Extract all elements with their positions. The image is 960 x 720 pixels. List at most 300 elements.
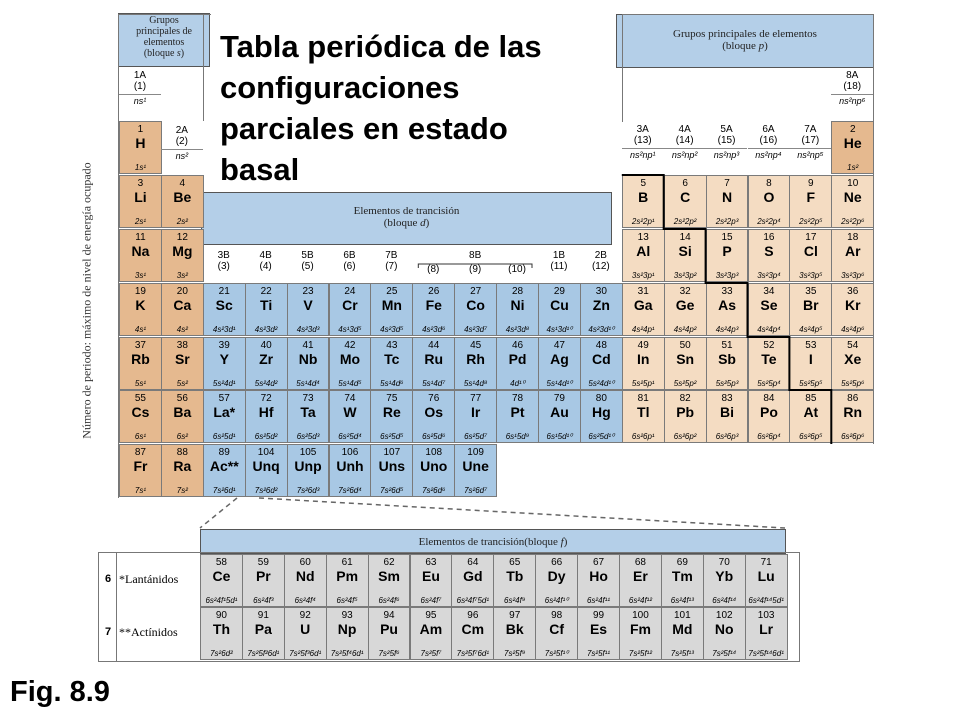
electron-config: 7s²5f⁷ (420, 649, 442, 658)
electron-config: 7s²6d² (210, 649, 233, 658)
electron-config: 6s²4f¹² (628, 596, 652, 605)
atomic-number: 102 (715, 610, 733, 621)
atomic-number: 20 (176, 286, 188, 297)
element-symbol: W (343, 404, 357, 420)
element-cell-Au (538, 390, 581, 443)
element-cell-Eu (410, 554, 453, 607)
group-header (664, 124, 706, 174)
element-symbol: F (806, 189, 816, 205)
element-symbol: Na (131, 243, 150, 259)
group-label: 8B (469, 250, 482, 261)
element-cell-Cu (538, 283, 581, 336)
group-config: ns²np⁶ (831, 94, 873, 107)
element-symbol: Th (212, 621, 230, 637)
electron-config: 7s²5f¹⁴ (712, 649, 737, 658)
element-cell-Ru (412, 337, 455, 390)
element-cell-Xe (831, 337, 874, 390)
group-number: (9) (469, 264, 482, 275)
atomic-number: 75 (386, 393, 398, 404)
element-symbol: O (763, 189, 775, 205)
element-cell-Fm (619, 607, 662, 660)
atomic-number: 109 (467, 447, 484, 458)
element-symbol: Uns (378, 458, 406, 474)
electron-config: 4s²4p³ (715, 325, 739, 334)
atomic-number: 11 (135, 232, 146, 243)
atomic-number: 55 (134, 393, 146, 404)
element-symbol: Os (424, 404, 444, 420)
element-symbol: Ne (843, 189, 862, 205)
element-cell-Une (454, 444, 497, 497)
element-symbol: B (638, 189, 649, 205)
element-cell-Ag (538, 337, 581, 390)
group-label: 5B (301, 250, 314, 261)
atomic-number: 88 (176, 447, 188, 458)
atomic-number: 89 (218, 447, 230, 458)
element-cell-C (664, 175, 707, 228)
electron-config: 7s²6d⁵ (380, 486, 404, 495)
element-cell-Mo (329, 337, 372, 390)
atomic-number: 37 (134, 340, 146, 351)
electron-config: 6s²5d⁷ (464, 432, 488, 441)
element-cell-Cm (451, 607, 494, 660)
atomic-number: 24 (344, 286, 356, 297)
group-label: 8A (846, 70, 859, 81)
electron-config: 5s¹4d⁶ (380, 379, 404, 388)
electron-config: 3s¹ (134, 271, 146, 280)
table-top-border-right (622, 14, 874, 15)
element-cell-Na (119, 229, 162, 282)
atomic-number: 14 (679, 232, 691, 243)
element-cell-Pd (496, 337, 539, 390)
element-cell-Sn (664, 337, 707, 390)
electron-config: 5s²4d² (254, 379, 278, 388)
element-cell-N (706, 175, 749, 228)
atomic-number: 92 (299, 610, 311, 621)
atomic-number: 6 (682, 178, 688, 189)
group-label: 7A (804, 124, 817, 135)
group-number: (14) (675, 135, 694, 146)
atomic-number: 65 (509, 557, 521, 568)
element-symbol: V (303, 297, 313, 313)
element-cell-Ba (161, 390, 204, 443)
element-cell-Unp (287, 444, 330, 497)
group-number: (5) (301, 261, 314, 272)
element-cell-Co (454, 283, 497, 336)
table-right-border (873, 14, 874, 444)
group-header (831, 70, 873, 120)
element-symbol: Cd (592, 351, 611, 367)
group-header (161, 125, 203, 175)
atomic-number: 21 (218, 286, 230, 297)
element-cell-Uns (370, 444, 413, 497)
atomic-number: 7 (724, 178, 730, 189)
element-cell-Cs (119, 390, 162, 443)
element-symbol: Ti (260, 297, 273, 313)
element-symbol: In (637, 351, 650, 367)
element-cell-Po (748, 390, 791, 443)
atomic-number: 30 (595, 286, 607, 297)
electron-config: 7s²6d⁶ (422, 486, 446, 495)
element-cell-Es (577, 607, 620, 660)
electron-config: 6s²6p¹ (631, 432, 655, 441)
element-cell-Sm (368, 554, 411, 607)
electron-config: 5s²5p⁶ (841, 379, 865, 388)
element-cell-Uno (412, 444, 455, 497)
electron-config: 6s²5d² (254, 432, 278, 441)
element-cell-Th (200, 607, 243, 660)
element-symbol: Cs (131, 404, 150, 420)
atomic-number: 93 (341, 610, 353, 621)
electron-config: 6s²4f¹5d¹ (205, 596, 238, 605)
element-symbol: Sb (718, 351, 736, 367)
element-symbol: Rn (843, 404, 863, 420)
atomic-number: 44 (428, 340, 440, 351)
electron-config: 6s²6p⁶ (841, 432, 865, 441)
electron-config: 6s²4f⁹ (504, 596, 526, 605)
element-cell-Ge (664, 283, 707, 336)
element-symbol: Ag (550, 351, 569, 367)
block-letter: d (420, 217, 426, 229)
electron-config: 4d¹⁰ (510, 379, 525, 388)
atomic-number: 76 (428, 393, 440, 404)
electron-config: 5s²4d¹⁰ (588, 379, 615, 388)
electron-config: 3s²3p⁴ (757, 271, 781, 280)
element-symbol: Gd (463, 568, 483, 584)
atomic-number: 94 (383, 610, 395, 621)
electron-config: 4s²3d³ (296, 325, 320, 334)
atomic-number: 51 (721, 340, 733, 351)
element-symbol: Te (761, 351, 777, 367)
element-cell-Pr (242, 554, 285, 607)
atomic-number: 74 (344, 393, 356, 404)
group-config: ns²np⁴ (748, 148, 790, 161)
element-symbol: Pm (336, 568, 359, 584)
element-cell-Dy (535, 554, 578, 607)
group-config: ns² (161, 149, 203, 162)
element-symbol: Zr (259, 351, 274, 367)
electron-config: 6s² (176, 432, 188, 441)
element-cell-Bi (706, 390, 749, 443)
element-cell-Yb (703, 554, 746, 607)
atomic-number: 26 (428, 286, 440, 297)
electron-config: 4s²4p⁶ (841, 325, 865, 334)
atomic-number: 66 (551, 557, 563, 568)
element-symbol: Pd (508, 351, 527, 367)
element-cell-Re (370, 390, 413, 443)
element-symbol: Ru (424, 351, 444, 367)
electron-config: 5s² (176, 379, 188, 388)
group-number: (17) (801, 135, 820, 146)
atomic-number: 25 (386, 286, 398, 297)
atomic-number: 50 (679, 340, 691, 351)
electron-config: 7s²5f⁹ (504, 649, 526, 658)
electron-config: 1s¹ (134, 163, 146, 172)
element-cell-Ir (454, 390, 497, 443)
element-symbol: Pr (255, 568, 271, 584)
element-symbol: Am (419, 621, 443, 637)
electron-config: 7s²6d³ (296, 486, 320, 495)
atomic-number: 47 (553, 340, 565, 351)
element-symbol: Po (760, 404, 778, 420)
element-cell-Al (622, 229, 665, 282)
element-cell-Lu (745, 554, 788, 607)
element-cell-Li (119, 175, 162, 228)
element-cell-Ac (203, 444, 246, 497)
electron-config: 6s²5d⁴ (338, 432, 362, 441)
element-cell-Zn (580, 283, 623, 336)
element-symbol: Li (134, 189, 147, 205)
group-number: (8) (427, 264, 440, 275)
group-number: (7) (385, 261, 398, 272)
electron-config: 5s²5p² (673, 379, 697, 388)
element-cell-No (703, 607, 746, 660)
element-symbol: Bi (720, 404, 735, 420)
atomic-number: 29 (553, 286, 565, 297)
element-cell-He (831, 121, 874, 174)
element-symbol: Cr (342, 297, 358, 313)
atomic-number: 62 (383, 557, 395, 568)
atomic-number: 48 (595, 340, 607, 351)
atomic-number: 15 (721, 232, 733, 243)
atomic-number: 108 (425, 447, 443, 458)
electron-config: 7s²5f⁴6d¹ (330, 649, 364, 658)
atomic-number: 95 (425, 610, 437, 621)
element-cell-Ni (496, 283, 539, 336)
electron-config: 6s²4f⁷ (420, 596, 442, 605)
group-label: 4B (259, 250, 272, 261)
element-symbol: He (843, 135, 862, 151)
element-symbol: Une (462, 458, 489, 474)
element-cell-La (203, 390, 246, 443)
electron-config: 2s²2p⁴ (757, 217, 781, 226)
page-title: Tabla periódica de las configuraciones parciales en estado basal (220, 29, 542, 187)
element-cell-Nb (287, 337, 330, 390)
element-symbol: Ca (173, 297, 192, 313)
period-6-label: 6 (104, 573, 112, 585)
element-symbol: Rh (466, 351, 485, 367)
group-number: (15) (717, 135, 736, 146)
atomic-number: 33 (721, 286, 733, 297)
s-block-callout-line3: elementos (143, 37, 185, 48)
atomic-number: 67 (592, 557, 605, 568)
atomic-number: 4 (179, 178, 186, 189)
element-symbol: Bk (505, 621, 524, 637)
group-label: 1B (552, 250, 566, 261)
electron-config: 5s²5p⁵ (799, 379, 823, 388)
element-symbol: S (764, 243, 774, 259)
element-symbol: Mo (339, 351, 361, 367)
group-header (370, 250, 412, 282)
group-header (203, 250, 245, 282)
group-config: ns¹ (119, 94, 161, 107)
element-cell-Cf (535, 607, 578, 660)
connector-right (259, 498, 785, 528)
actinides-label: **Actínidos (119, 625, 178, 639)
electron-config: 7s²6d¹ (212, 486, 236, 495)
electron-config: 4s²3d⁶ (422, 325, 446, 334)
electron-config: 3s²3p⁵ (799, 271, 823, 280)
p-block-callout-line2: (bloque p) (722, 40, 768, 52)
atomic-number: 56 (176, 393, 188, 404)
atomic-number: 107 (383, 447, 401, 458)
electron-config: 5s²4d¹ (212, 379, 236, 388)
element-cell-At (789, 390, 832, 443)
element-cell-Mg (161, 229, 204, 282)
element-cell-K (119, 283, 162, 336)
atomic-number: 83 (721, 393, 733, 404)
atomic-number: 103 (757, 610, 775, 621)
element-symbol: Lr (759, 621, 774, 637)
element-cell-Unq (245, 444, 288, 497)
element-symbol: Si (678, 243, 692, 259)
atomic-number: 91 (257, 610, 269, 621)
element-cell-Pm (326, 554, 369, 607)
electron-config: 4s²3d¹⁰ (588, 325, 615, 334)
element-symbol: Rb (131, 351, 150, 367)
atomic-number: 61 (341, 557, 353, 568)
element-symbol: Mn (381, 297, 402, 313)
block-letter: f (560, 536, 564, 548)
group-number: (3) (217, 261, 230, 272)
electron-config: 2s²2p¹ (631, 217, 655, 226)
element-symbol: N (721, 189, 733, 205)
p-block-callout-line1: Grupos principales de elementos (673, 28, 817, 40)
atomic-number: 68 (634, 557, 646, 568)
s-block-callout-line2: principales de (136, 26, 192, 37)
electron-config: 6s²5d³ (296, 432, 320, 441)
element-symbol: Sm (378, 568, 400, 584)
electron-config: 7s²6d² (254, 486, 278, 495)
group-header (706, 124, 748, 174)
period-7-label: 7 (104, 626, 112, 638)
element-symbol: Uno (420, 458, 448, 474)
element-symbol: Ho (589, 568, 608, 584)
element-symbol: As (718, 297, 736, 313)
group-label: 2A (175, 125, 188, 136)
element-symbol: P (722, 243, 732, 259)
electron-config: 6s²5d¹ (212, 432, 236, 441)
element-symbol: Pt (510, 404, 525, 420)
element-symbol: Unp (294, 458, 322, 474)
atomic-number: 70 (718, 557, 730, 568)
element-cell-In (622, 337, 665, 390)
group-config: ns²np² (664, 148, 706, 161)
element-symbol: Fr (133, 458, 148, 474)
electron-config: 7s²6d⁷ (464, 486, 488, 495)
table-s-right-border (203, 14, 204, 121)
atomic-number: 99 (592, 610, 605, 621)
atomic-number: 1 (137, 124, 144, 135)
element-symbol: C (680, 189, 691, 205)
atomic-number: 36 (847, 286, 859, 297)
atomic-number: 28 (511, 286, 524, 297)
element-symbol: Co (466, 297, 485, 313)
element-symbol: Nd (295, 568, 315, 584)
group-header (748, 124, 790, 174)
electron-config: 6s²4f⁴ (294, 596, 316, 605)
element-symbol: Tl (637, 404, 650, 420)
element-symbol: Np (337, 621, 357, 637)
element-symbol: Hf (258, 404, 274, 420)
table-p-left-border (622, 14, 623, 122)
element-cell-Tb (493, 554, 536, 607)
f-block-callout-line1: Elementos de trancisión(bloque f) (418, 536, 568, 548)
element-symbol: Sc (215, 297, 233, 313)
electron-config: 6s²4f¹³ (670, 596, 694, 605)
element-symbol: Ge (675, 297, 695, 313)
electron-config: 2s²2p⁵ (799, 217, 823, 226)
atomic-number: 22 (260, 286, 272, 297)
atomic-number: 98 (551, 610, 563, 621)
element-symbol: Ga (633, 297, 653, 313)
atomic-number: 71 (760, 557, 772, 568)
atomic-number: 64 (467, 557, 479, 568)
element-cell-Pa (242, 607, 285, 660)
element-cell-Ce (200, 554, 243, 607)
electron-config: 6s²6p⁵ (799, 432, 823, 441)
element-cell-Si (664, 229, 707, 282)
element-cell-Np (326, 607, 369, 660)
atomic-number: 96 (467, 610, 479, 621)
element-cell-Fe (412, 283, 455, 336)
electron-config: 6s²4f³ (253, 596, 274, 605)
element-cell-H (119, 121, 162, 174)
group-number: (6) (343, 261, 356, 272)
atomic-number: 59 (257, 557, 269, 568)
electron-config: 7s²5f¹⁰ (544, 649, 569, 658)
electron-config: 6s¹ (134, 432, 146, 441)
element-symbol: Cu (550, 297, 569, 313)
element-symbol: Y (219, 351, 229, 367)
atomic-number: 39 (218, 340, 230, 351)
group-header (287, 250, 329, 282)
atomic-number: 40 (260, 340, 272, 351)
atomic-number: 2 (849, 124, 856, 135)
group-config: ns²np⁵ (789, 148, 831, 161)
element-cell-Y (203, 337, 246, 390)
electron-config: 7s²5f¹⁴6d¹ (748, 649, 784, 658)
atomic-number: 106 (341, 447, 359, 458)
atomic-number: 85 (805, 393, 817, 404)
electron-config: 6s²6p⁴ (757, 432, 781, 441)
element-symbol: Kr (844, 297, 861, 313)
electron-config: 3s²3p³ (715, 271, 739, 280)
electron-config: 5s²5p¹ (631, 379, 655, 388)
block-letter: s (176, 48, 181, 59)
element-cell-Pu (368, 607, 411, 660)
atomic-number: 5 (640, 178, 647, 189)
atomic-number: 10 (847, 178, 859, 189)
element-cell-Ne (831, 175, 874, 228)
atomic-number: 58 (215, 557, 227, 568)
element-cell-Br (789, 283, 832, 336)
atomic-number: 73 (302, 393, 314, 404)
element-symbol: Pb (676, 404, 695, 420)
element-symbol: Zn (592, 297, 610, 313)
group-header (454, 264, 496, 282)
element-cell-Sr (161, 337, 204, 390)
atomic-number: 8 (766, 178, 772, 189)
element-symbol: Unq (252, 458, 280, 474)
electron-config: 6s²6p³ (715, 432, 739, 441)
electron-config: 4s²4p¹ (631, 325, 655, 334)
element-symbol: Dy (547, 568, 566, 584)
electron-config: 6s²4f¹¹ (586, 596, 611, 605)
group-header (412, 264, 454, 282)
d-block-callout-line2: (bloque d) (383, 217, 430, 229)
element-symbol: Cl (803, 243, 818, 259)
element-cell-Rn (831, 390, 874, 443)
